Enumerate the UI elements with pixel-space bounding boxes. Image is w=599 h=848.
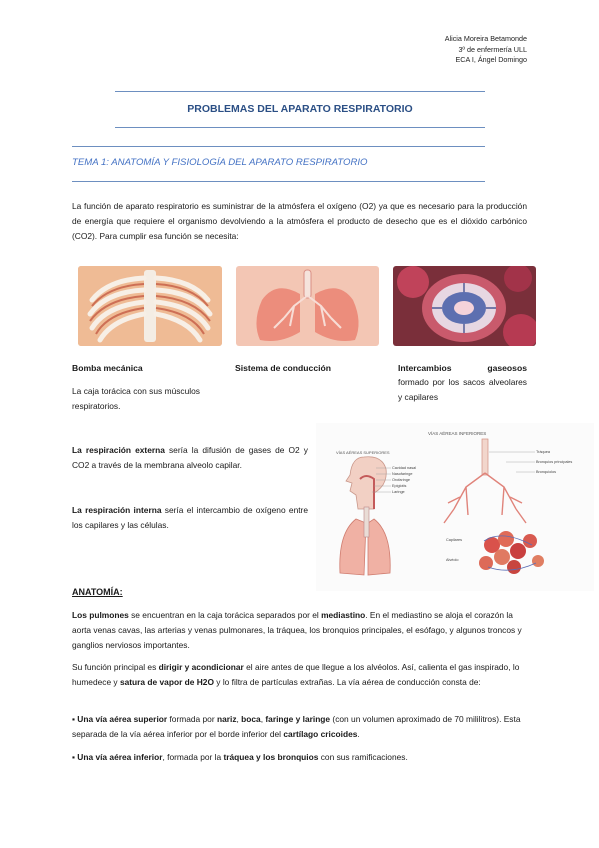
resp-interna-paragraph: [72, 503, 308, 533]
lungs-image: [236, 266, 379, 346]
resp-externa-text: sería la difusión de gases de O2 y CO2 a través de la membrana alveolo capilar.: [72, 445, 308, 470]
term: nariz: [216, 714, 237, 724]
diagram-label: Laringe: [392, 490, 405, 494]
bullet-inferior: [72, 750, 527, 765]
intro-paragraph: La función de aparato respiratorio es suministrar de la atmósfera el oxígeno (O2) ya que es necesario para la producción de energía que requiere el organismo devolviendo a la atmósfera el producto de desecho que es el dióxido carbónico (CO2). Para cumplir esa función se necesita:: [72, 201, 527, 241]
term: Los pulmones: [72, 610, 129, 620]
diagram-label: Bronquios principales: [536, 460, 573, 464]
page-title: PROBLEMAS DEL APARATO RESPIRATORIO: [187, 103, 413, 115]
text-run: con sus ramificaciones.: [318, 752, 408, 762]
term: satura de vapor de H2O: [119, 677, 214, 687]
text-run: . En el mediastino se aloja el corazón la aorta venas cavas, las arterias y venas pulmonares, la tráquea, los bronquios principales, el esófago, y algunos troncos y ganglios nerviosos importantes.: [72, 610, 522, 650]
card-heading: [398, 363, 527, 373]
diagram-label: Alvéolo: [446, 558, 459, 562]
author-line: Alicia Moreira Betamonde: [444, 34, 527, 43]
anatomia-heading: ANATOMÍA:: [72, 587, 123, 597]
alveoli-image: [393, 266, 536, 346]
diagram-label: Nasofaringe: [392, 472, 413, 476]
card-text: La caja torácica con sus músculos respiratorios.: [72, 386, 200, 411]
text-run: ,: [236, 714, 242, 724]
bullet-superior: [72, 712, 527, 742]
card-heading-a: Intercambios: [398, 363, 452, 373]
author-line: 3º de enfermería ULL: [458, 44, 527, 54]
title-rule-top: [115, 91, 485, 92]
term: Una vía aérea inferior: [77, 752, 163, 762]
text-run: se encuentran en la caja torácica separados por el: [128, 610, 322, 620]
diagram-label: Epiglotis: [392, 484, 407, 488]
resp-externa-paragraph: [72, 443, 308, 473]
text-run: (con un volumen aproximado de 70 mililitros). Esta separada de la vía aérea inferior por el borde inferior del: [72, 714, 521, 739]
term: mediastino: [321, 610, 366, 620]
term: tráquea y los bronquios: [223, 752, 319, 762]
respiratory-anatomy-diagram: [316, 423, 594, 591]
text-run: ,: [260, 714, 266, 724]
funcion-paragraph: [72, 660, 527, 690]
ribcage-image: [78, 266, 222, 346]
diagram-header: VÍAS AÉREAS INFERIORES: [428, 431, 487, 436]
card-text: formado por los sacos alveolares y capilares: [398, 377, 527, 402]
author-line: ECA I, Ángel Domingo: [455, 55, 527, 64]
text-run: .: [357, 729, 360, 739]
card-heading-b: gaseosos: [487, 363, 527, 373]
card-heading: Bomba mecánica: [72, 363, 143, 373]
diagram-label: Cavidad nasal: [392, 466, 417, 470]
term: dirigir y acondicionar: [158, 662, 244, 672]
term: boca: [241, 714, 261, 724]
resp-interna-term: La respiración interna: [72, 505, 162, 515]
section-heading: TEMA 1: ANATOMÍA Y FISIOLOGÍA DEL APARATO RESPIRATORIO: [72, 157, 368, 168]
author-block: [445, 34, 527, 66]
title-rule-bottom: [115, 127, 485, 128]
diagram-label: Bronquiolos: [536, 470, 557, 474]
term: cartílago cricoides: [283, 729, 358, 739]
pulmones-paragraph: [72, 608, 527, 653]
term: faringe y laringe: [265, 714, 331, 724]
bullet-icon: ▪: [72, 752, 78, 762]
card-heading: Sistema de conducción: [235, 363, 331, 373]
bullet-icon: ▪: [72, 714, 78, 724]
text-run: Su función principal es: [72, 662, 159, 672]
tema-rule-bottom: [72, 181, 485, 182]
text-run: y lo filtra de partículas extrañas. La vía aérea de conducción consta de:: [213, 677, 481, 687]
diagram-label: Tráquea: [536, 450, 551, 454]
text-run: , formada por la: [162, 752, 224, 762]
tema-rule-top: [72, 146, 485, 147]
text-run: el aire antes de que llegue a los alvéolos. Así, calienta el gas inspirado, lo humedece y: [72, 662, 520, 687]
diagram-left-header: VÍAS AÉREAS SUPERIORES: [336, 450, 390, 455]
resp-interna-text: sería el intercambio de oxígeno entre los capilares y las células.: [72, 505, 308, 530]
text-run: formada por: [167, 714, 217, 724]
resp-externa-term: La respiración externa: [72, 445, 165, 455]
diagram-label: Orofaringe: [392, 478, 410, 482]
term: Una vía aérea superior: [77, 714, 168, 724]
diagram-label: Capilares: [446, 538, 463, 542]
